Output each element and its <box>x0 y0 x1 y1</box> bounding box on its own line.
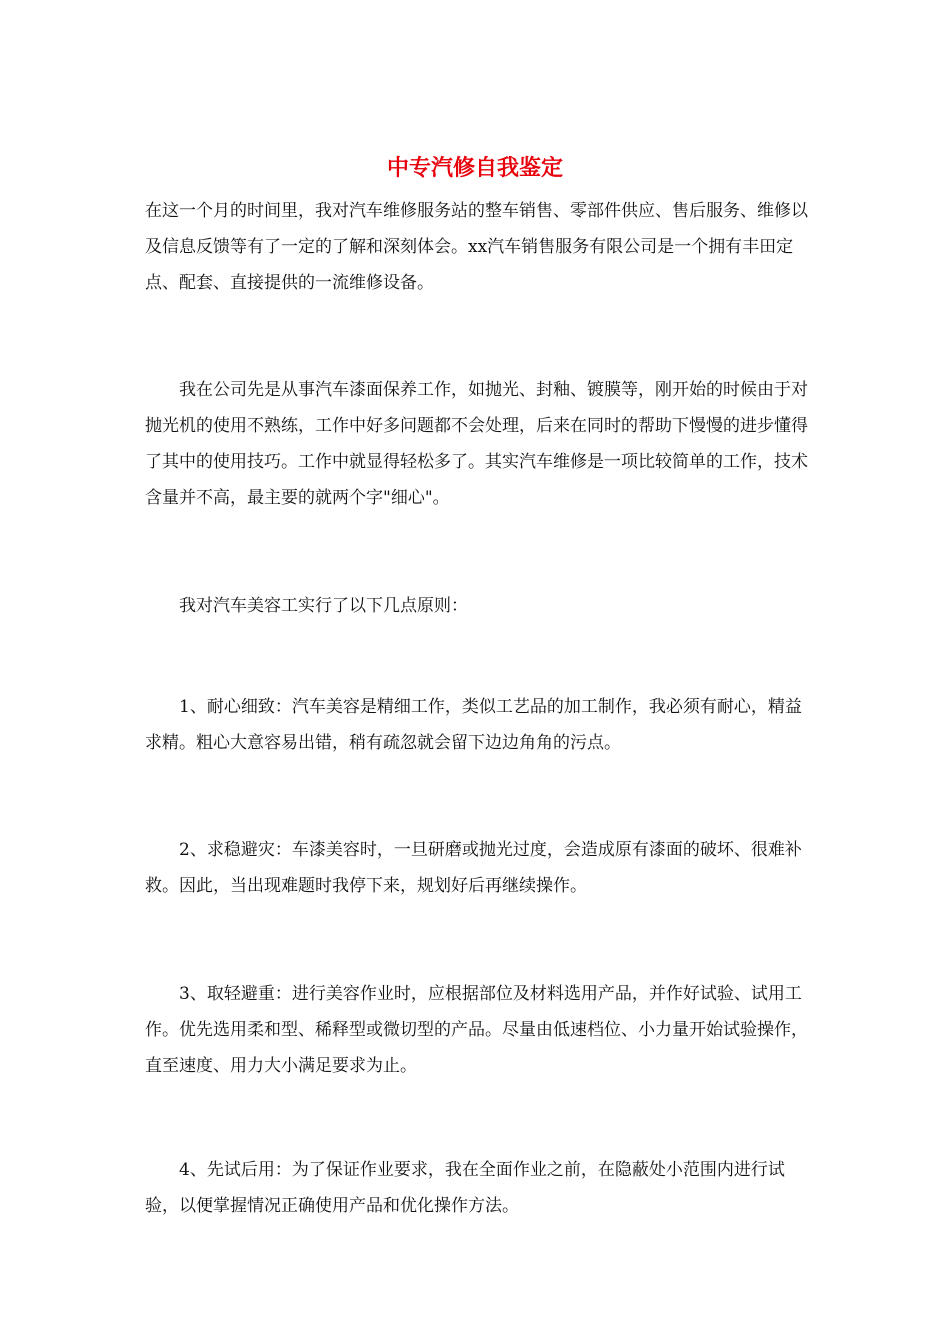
intro-paragraph: 在这一个月的时间里，我对汽车维修服务站的整车销售、零部件供应、售后服务、维修以及信息反馈等有了一定的了解和深刻体会。xx汽车销售服务有限公司是一个拥有丰田定点、配套、直接提供的一流维修设备。 <box>145 201 808 293</box>
principle-2-paragraph: 2、求稳避灾：车漆美容时，一旦研磨或抛光过度，会造成原有漆面的破坏、很难补救。因此，当出现难题时我停下来，规划好后再继续操作。 <box>145 840 802 896</box>
principle-3-paragraph: 3、取轻避重：进行美容作业时，应根据部位及材料选用产品，并作好试验、试用工作。优先选用柔和型、稀释型或微切型的产品。尽量由低速档位、小力量开始试验操作，直至速度、用力大小满足要求为止。 <box>145 984 808 1076</box>
document-title: 中专汽修自我鉴定 <box>386 155 563 181</box>
principle-4-paragraph: 4、先试后用：为了保证作业要求，我在全面作业之前，在隐蔽处小范围内进行试验，以便掌握情况正确使用产品和优化操作方法。 <box>145 1160 785 1216</box>
principles-intro-paragraph: 我对汽车美容工实行了以下几点原则： <box>179 596 468 616</box>
work-experience-paragraph: 我在公司先是从事汽车漆面保养工作，如抛光、封釉、镀膜等，刚开始的时候由于对抛光机的使用不熟练，工作中好多问题都不会处理，后来在同时的帮助下慢慢的进步懂得了其中的使用技巧。工作中就显得轻松多了。其实汽车维修是一项比较简单的工作，技术含量并不高，最主要的就两个字"细心"。 <box>145 380 808 508</box>
principle-1-paragraph: 1、耐心细致：汽车美容是精细工作，类似工艺品的加工制作，我必须有耐心，精益求精。粗心大意容易出错，稍有疏忽就会留下边边角角的污点。 <box>145 697 802 753</box>
